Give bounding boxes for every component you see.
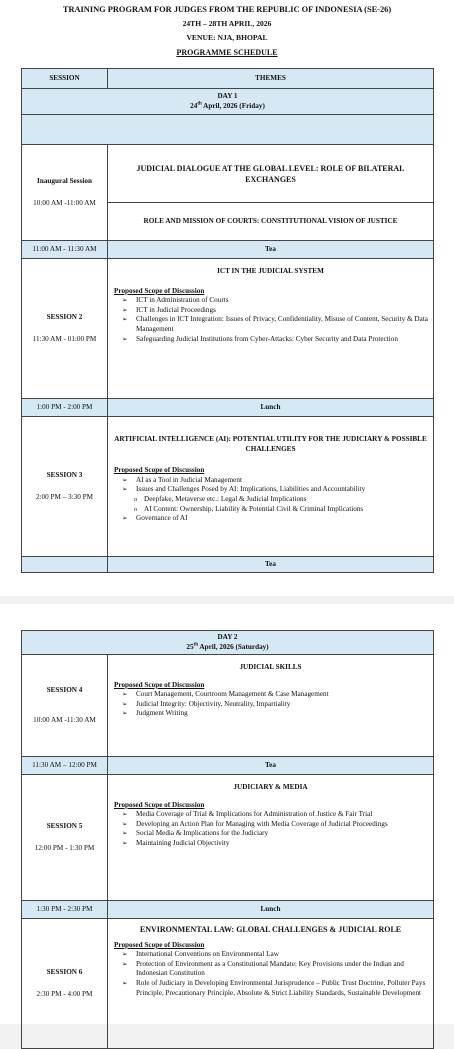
session6-theme: ENVIRONMENTAL LAW: GLOBAL CHALLENGES & JUDICIAL ROLE [139, 925, 402, 934]
session2-content [108, 259, 434, 399]
list-item: ➢ ICT in Judicial Proceedings [114, 306, 429, 316]
session3-cell [22, 417, 108, 557]
list-item: ➢ Challenges in ICT Integration: Issues of Privacy, Confidentiality, Misuse of Content, Security & Data Management [114, 315, 429, 334]
list-item: ➢ ICT in Administration of Courts [114, 296, 429, 306]
tea2-label: Tea [108, 557, 434, 573]
session5-topics [114, 810, 429, 848]
list-item: ➢ Governance of AI [114, 514, 429, 524]
session6-name: SESSION 6 [46, 967, 83, 976]
session5-cell [22, 775, 108, 901]
session6-content [108, 919, 434, 1049]
session2-cell [22, 259, 108, 399]
session6-scope [108, 941, 433, 1001]
day1-date: 24th April, 2026 (Friday) [190, 101, 265, 110]
lunch-label: Lunch [108, 399, 434, 417]
session5-scope [108, 801, 433, 851]
session4-theme: JUDICIAL SKILLS [239, 663, 302, 671]
schedule-table-day2 [21, 630, 434, 1049]
session3-name: SESSION 3 [46, 470, 83, 479]
document-page-2 [0, 604, 454, 1024]
session3-subtopics [114, 495, 429, 514]
session4-time: 10:00 AM -11:30 AM [33, 715, 96, 724]
tea1-label: Tea [108, 241, 434, 259]
day2-banner [22, 631, 434, 655]
list-item: ➢ Safeguarding Judicial Institutions from Cyber-Attacks: Cyber Security and Data Protection [114, 335, 429, 345]
program-title: TRAINING PROGRAM FOR JUDGES FROM THE REPUBLIC OF INDONESIA (SE-26) [62, 5, 392, 14]
sub-list-item: o Deepfake, Metaverse etc.: Legal & Judicial Implications [114, 495, 429, 505]
list-item: ➢ International Conventions on Environmental Law [114, 950, 429, 960]
inaugural-session-name: Inaugural Session [37, 176, 92, 185]
session4-topics [114, 690, 429, 719]
session2-topics [114, 296, 429, 344]
session4-scope-label: Proposed Scope of Discussion [114, 680, 205, 689]
session3-scope [108, 466, 433, 526]
day2-tea-label: Tea [108, 757, 434, 775]
inaugural-session-cell [22, 145, 108, 241]
session6-cell [22, 919, 108, 1049]
day1-banner [22, 89, 434, 115]
session3-theme: ARTIFICIAL INTELLIGENCE (AI): POTENTIAL UTILITY FOR THE JUDICIARY & POSSIBLE CHALLENGES [114, 435, 427, 453]
session6-scope-label: Proposed Scope of Discussion [114, 940, 205, 949]
program-dates: 24TH – 28TH APRIL, 2026 [182, 19, 272, 28]
session3-content [108, 417, 434, 557]
list-item: ➢ Judgment Writing [114, 709, 429, 719]
session3-scope-label: Proposed Scope of Discussion [114, 466, 205, 475]
day2-lunch-time: 1:30 PM - 2:30 PM [22, 901, 108, 919]
session2-scope [108, 287, 433, 347]
list-item [114, 485, 429, 514]
list-item: ➢ Social Media & Implications for the Judiciary [114, 829, 429, 839]
session5-scope-label: Proposed Scope of Discussion [114, 800, 205, 809]
session5-time: 12:00 PM - 1:30 PM [34, 843, 95, 852]
program-venue: VENUE: NJA, BHOPAL [186, 33, 268, 42]
session2-scope-label: Proposed Scope of Discussion [114, 286, 205, 295]
session4-content [108, 655, 434, 757]
list-item: ➢ Media Coverage of Trial & Implications for Administration of Justice & Fair Trial [114, 810, 429, 820]
list-item: ➢ Court Management, Courtroom Management & Case Management [114, 690, 429, 700]
session4-scope [108, 681, 433, 721]
sub-list-item: o AI Content: Ownership, Liability & Potential Civil & Criminal Implications [114, 505, 429, 515]
day2-lunch-label: Lunch [108, 901, 434, 919]
inaugural-theme-2: ROLE AND MISSION OF COURTS: CONSTITUTIONAL VISION OF JUSTICE [108, 203, 434, 241]
inaugural-theme-1: JUDICIAL DIALOGUE AT THE GLOBAL LEVEL: ROLE OF BILATERAL EXCHANGES [108, 145, 434, 203]
day2-date: 25th April, 2026 (Saturday) [186, 642, 269, 651]
lunch-time: 1:00 PM - 2:00 PM [22, 399, 108, 417]
session3-topics [114, 476, 429, 524]
day1-label: DAY 1 [217, 91, 238, 100]
session3-time: 2:00 PM – 3:30 PM [35, 492, 94, 501]
schedule-heading: PROGRAMME SCHEDULE [176, 48, 278, 57]
session4-name: SESSION 4 [46, 685, 83, 694]
header-session: SESSION [22, 69, 108, 89]
tea2-time [22, 557, 108, 573]
list-item: ➢ AI as a Tool in Judicial Management [114, 476, 429, 486]
inaugural-session-time: 10:00 AM -11:00 AM [33, 198, 96, 207]
session5-content [108, 775, 434, 901]
session6-time: 2:30 PM - 4:00 PM [36, 989, 93, 998]
session2-time: 11:30 AM - 01:00 PM [32, 334, 97, 343]
list-item: ➢ Protection of Environment as a Constitutional Mandate: Key Provisions under the Indian and Indonesian Constitution [114, 960, 429, 979]
list-item-text: Issues and Challenges Posed by AI: Implications, Liabilities and Accountability [136, 485, 366, 494]
blank-band [22, 115, 434, 145]
list-item: ➢ Maintaining Judicial Objectivity [114, 839, 429, 849]
list-item: ➢ Developing an Action Plan for Managing with Media Coverage of Judicial Proceedings [114, 820, 429, 830]
session5-name: SESSION 5 [46, 821, 83, 830]
day2-label: DAY 2 [217, 632, 238, 641]
session5-theme: JUDICIARY & MEDIA [233, 783, 308, 791]
schedule-table-day1 [21, 68, 434, 573]
list-item: ➢ Role of Judiciary in Developing Environmental Jurisprudence – Public Trust Doctrine, Polluter Pays Principle, Precautionary Principle, Absolute & Strict Liability Standards, Sustainable Development [114, 979, 429, 998]
tea1-time: 11:00 AM - 11:30 AM [22, 241, 108, 259]
session4-cell [22, 655, 108, 757]
session2-name: SESSION 2 [46, 312, 83, 321]
list-item: ➢ Judicial Integrity: Objectivity, Neutrality, Impartiality [114, 700, 429, 710]
day2-tea-time: 11:30 AM – 12:00 PM [22, 757, 108, 775]
header-themes: THEMES [108, 69, 434, 89]
session2-theme: ICT IN THE JUDICIAL SYSTEM [217, 267, 324, 275]
session6-topics [114, 950, 429, 998]
